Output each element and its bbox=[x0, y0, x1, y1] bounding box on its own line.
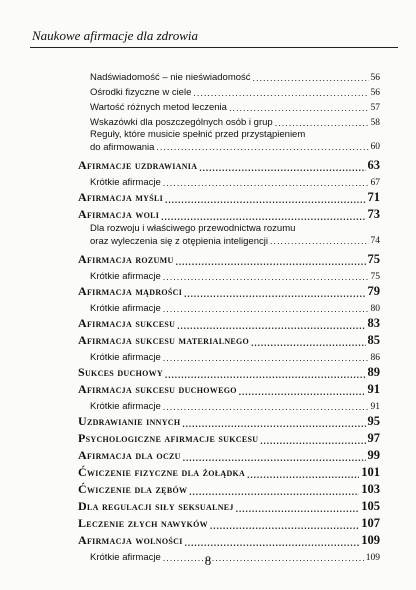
toc-entry-page: 73 bbox=[367, 207, 380, 221]
toc-chapter-entry[interactable] bbox=[78, 480, 380, 497]
toc-entry-page: 95 bbox=[367, 414, 380, 428]
toc-entry-title: Afirmacja mądrości bbox=[78, 284, 183, 298]
toc-entry-page: 86 bbox=[370, 353, 380, 363]
toc-chapter-entry[interactable] bbox=[78, 446, 380, 463]
dot-leader bbox=[163, 272, 369, 282]
toc-entry-title: Krótkie afirmacje bbox=[90, 271, 161, 282]
toc-entry-page: 67 bbox=[370, 178, 380, 188]
dot-leader bbox=[236, 504, 360, 514]
toc-chapter-entry[interactable] bbox=[78, 429, 380, 446]
toc-subentry[interactable] bbox=[78, 68, 380, 83]
toc-entry-title: Afirmacja myśli bbox=[78, 190, 164, 204]
toc-entry-title: Afirmacje uzdrawiania bbox=[78, 158, 198, 172]
toc-entry-title: Wskazówki dla poszczególnych osób i grup bbox=[90, 117, 273, 128]
dot-leader bbox=[247, 470, 359, 480]
dot-leader bbox=[253, 73, 369, 83]
dot-leader bbox=[210, 521, 359, 531]
toc-entry-multiline[interactable] bbox=[90, 222, 380, 250]
toc-chapter-entry[interactable] bbox=[78, 188, 380, 205]
toc-chapter-entry[interactable] bbox=[78, 531, 380, 548]
dot-leader bbox=[182, 419, 365, 429]
toc-entry-title-line: Reguły, które musicie spełnić przed przystąpieniem bbox=[90, 129, 306, 140]
dot-leader bbox=[165, 195, 365, 205]
dot-leader bbox=[189, 487, 359, 497]
toc-entry-title: Krótkie afirmacje bbox=[90, 401, 161, 412]
running-header: Naukowe afirmacje dla zdrowia bbox=[32, 28, 198, 43]
toc-chapter-entry[interactable] bbox=[78, 314, 380, 331]
toc-entry-title: Ćwiczenie fizyczne dla żołądka bbox=[78, 465, 246, 479]
toc-entry-page: 80 bbox=[370, 304, 380, 314]
toc-chapter-entry[interactable] bbox=[78, 331, 380, 348]
dot-leader bbox=[156, 141, 368, 154]
toc-entry-page: 97 bbox=[367, 431, 380, 445]
toc-entry-title: Afirmacja sukcesu duchowego bbox=[78, 382, 237, 396]
toc-entry-title: Afirmacja rozumu bbox=[78, 252, 174, 266]
toc-entry-page: 58 bbox=[370, 118, 380, 128]
dot-leader bbox=[239, 387, 366, 397]
dot-leader bbox=[193, 88, 368, 98]
dot-leader bbox=[183, 453, 366, 463]
toc-entry-page: 74 bbox=[370, 236, 380, 246]
dot-leader bbox=[199, 163, 365, 173]
page-number: 8 bbox=[204, 553, 212, 568]
toc-entry-title: Psychologiczne afirmacje sukcesu bbox=[78, 431, 259, 445]
dot-leader bbox=[270, 235, 369, 248]
toc-entry-page: 85 bbox=[367, 333, 380, 347]
toc-entry-title-line: oraz wyleczenia się z otępienia inteligencji bbox=[90, 236, 268, 247]
toc-entry-title: Afirmacja wolności bbox=[78, 533, 183, 547]
toc-entry-page: 71 bbox=[367, 190, 380, 204]
toc-subentry[interactable] bbox=[78, 299, 380, 314]
dot-leader bbox=[260, 436, 365, 446]
toc-entry-title: Uzdrawianie innych bbox=[78, 414, 181, 428]
toc-subentry[interactable] bbox=[78, 397, 380, 412]
toc-entry-page: 57 bbox=[370, 103, 380, 113]
table-of-contents bbox=[78, 68, 380, 563]
header-rule bbox=[30, 47, 398, 48]
toc-entry-page: 91 bbox=[367, 382, 380, 396]
dot-leader bbox=[184, 289, 365, 299]
toc-entry-title: Afirmacja woli bbox=[78, 207, 160, 221]
toc-entry-page: 75 bbox=[367, 252, 380, 266]
dot-leader bbox=[163, 178, 369, 188]
dot-leader bbox=[163, 402, 369, 412]
dot-leader bbox=[163, 304, 369, 314]
toc-subentry[interactable] bbox=[78, 83, 380, 98]
toc-chapter-entry[interactable] bbox=[78, 205, 380, 222]
toc-subentry[interactable] bbox=[78, 113, 380, 128]
dot-leader bbox=[177, 321, 365, 331]
toc-entry-title: Krótkie afirmacje bbox=[90, 352, 161, 363]
toc-chapter-entry[interactable] bbox=[78, 250, 380, 267]
dot-leader bbox=[165, 370, 366, 380]
toc-entry-page: 63 bbox=[367, 158, 380, 172]
toc-chapter-entry[interactable] bbox=[78, 282, 380, 299]
toc-entry-title: Sukces duchowy bbox=[78, 365, 163, 379]
toc-subentry[interactable] bbox=[78, 98, 380, 113]
toc-entry-title: Ośrodki fizyczne w ciele bbox=[90, 87, 192, 98]
toc-entry-title: Leczenie złych nawyków bbox=[78, 516, 208, 530]
toc-entry-title: Krótkie afirmacje bbox=[90, 303, 161, 314]
dot-leader bbox=[161, 212, 365, 222]
toc-entry-page: 99 bbox=[367, 448, 380, 462]
toc-subentry[interactable] bbox=[78, 173, 380, 188]
toc-subentry[interactable] bbox=[78, 348, 380, 363]
toc-chapter-entry[interactable] bbox=[78, 156, 380, 173]
toc-entry-page: 103 bbox=[361, 482, 380, 496]
toc-chapter-entry[interactable] bbox=[78, 363, 380, 380]
toc-chapter-entry[interactable] bbox=[78, 514, 380, 531]
toc-entry-title: Wartość różnych metod leczenia bbox=[90, 102, 227, 113]
toc-entry-title-line: Dla rozwoju i właściwego przewodnictwa rozumu bbox=[90, 223, 296, 234]
toc-chapter-entry[interactable] bbox=[78, 380, 380, 397]
toc-entry-page: 60 bbox=[370, 142, 380, 152]
toc-chapter-entry[interactable] bbox=[78, 412, 380, 429]
dot-leader bbox=[251, 338, 365, 348]
toc-chapter-entry[interactable] bbox=[78, 463, 380, 480]
toc-entry-page: 105 bbox=[361, 499, 380, 513]
toc-entry-page: 101 bbox=[361, 465, 380, 479]
toc-entry-title-line: do afirmowania bbox=[90, 142, 155, 153]
toc-entry-multiline[interactable] bbox=[90, 128, 380, 156]
dot-leader bbox=[275, 118, 369, 128]
toc-entry-title: Ćwiczenie dla zębów bbox=[78, 482, 188, 496]
toc-entry-page: 83 bbox=[367, 316, 380, 330]
toc-chapter-entry[interactable] bbox=[78, 497, 380, 514]
toc-entry-page: 107 bbox=[361, 516, 380, 530]
dot-leader bbox=[163, 353, 369, 363]
dot-leader bbox=[176, 257, 366, 267]
toc-entry-title: Afirmacja sukcesu materialnego bbox=[78, 333, 250, 347]
dot-leader bbox=[229, 103, 369, 113]
toc-entry-title: Krótkie afirmacje bbox=[90, 177, 161, 188]
toc-entry-title: Krótkie afirmacje bbox=[90, 552, 161, 563]
toc-entry-page: 79 bbox=[367, 284, 380, 298]
toc-entry-title: Dla regulacji siły seksualnej bbox=[78, 499, 234, 513]
toc-subentry[interactable] bbox=[78, 267, 380, 282]
toc-entry-page: 89 bbox=[367, 365, 380, 379]
dot-leader bbox=[185, 538, 360, 548]
toc-entry-title: Nadświadomość – nie nieświadomość bbox=[90, 72, 251, 83]
toc-entry-page: 109 bbox=[365, 553, 380, 563]
toc-entry-title: Afirmacja sukcesu bbox=[78, 316, 176, 330]
toc-entry-title: Afirmacja dla oczu bbox=[78, 448, 181, 462]
toc-entry-page: 109 bbox=[361, 533, 380, 547]
toc-entry-page: 56 bbox=[370, 88, 380, 98]
toc-entry-page: 56 bbox=[370, 73, 380, 83]
toc-entry-page: 91 bbox=[370, 402, 380, 412]
toc-entry-page: 75 bbox=[370, 272, 380, 282]
